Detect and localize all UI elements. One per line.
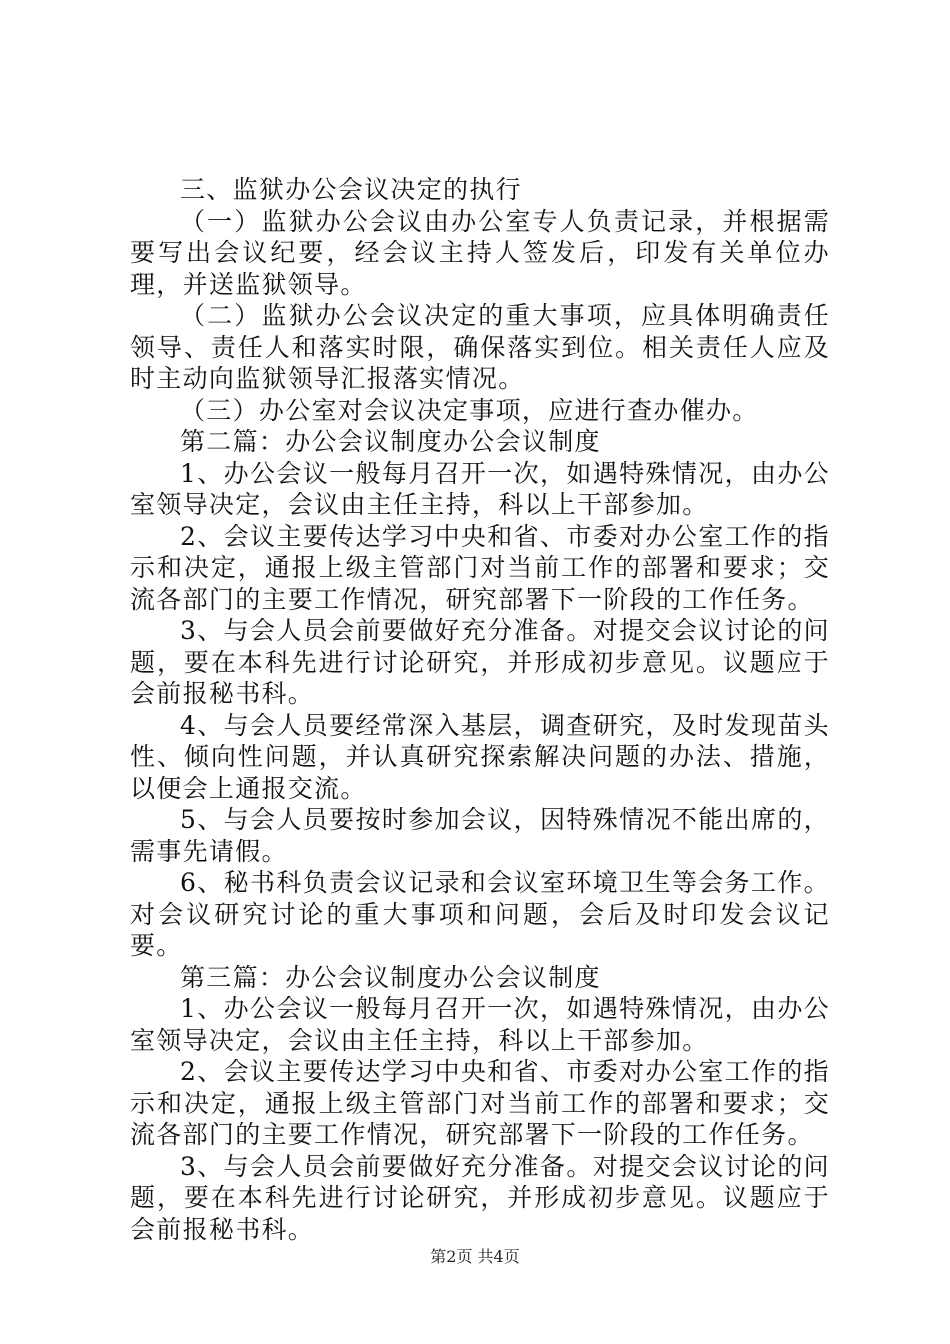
paragraph: 4、与会人员要经常深入基层，调查研究，及时发现苗头性、倾向性问题，并认真研究探索解决问题的办法、措施，以便会上通报交流。 bbox=[130, 710, 830, 803]
section-heading: 三、监狱办公会议决定的执行 bbox=[180, 175, 522, 204]
paragraph: 1、办公会议一般每月召开一次，如遇特殊情况，由办公室领导决定，会议由主任主持，科以上干部参加。 bbox=[130, 458, 830, 519]
paragraph: （一）监狱办公会议由办公室专人负责记录，并根据需要写出会议纪要，经会议主持人签发后，印发有关单位办理，并送监狱领导。 bbox=[130, 206, 830, 299]
paragraph: 1、办公会议一般每月召开一次，如遇特殊情况，由办公室领导决定，会议由主任主持，科以上干部参加。 bbox=[130, 994, 830, 1055]
paragraph: （三）办公室对会议决定事项，应进行查办催办。 bbox=[180, 395, 759, 425]
page-footer bbox=[0, 1244, 950, 1267]
paragraph: 3、与会人员会前要做好充分准备。对提交会议讨论的问题，要在本科先进行讨论研究，并形成初步意见。议题应于会前报秘书科。 bbox=[130, 1151, 830, 1244]
paragraph: 6、秘书科负责会议记录和会议室环境卫生等会务工作。对会议研究讨论的重大事项和问题，会后及时印发会议记要。 bbox=[130, 868, 830, 960]
paragraph: （二）监狱办公会议决定的重大事项，应具体明确责任领导、责任人和落实时限，确保落实到位。相关责任人应及时主动向监狱领导汇报落实情况。 bbox=[130, 301, 830, 393]
page-number-label: 第2页 共4页 bbox=[430, 1247, 520, 1266]
paragraph: 2、会议主要传达学习中央和省、市委对办公室工作的指示和决定，通报上级主管部门对当前工作的部署和要求；交流各部门的主要工作情况，研究部署下一阶段的工作任务。 bbox=[130, 521, 830, 614]
paragraph: 2、会议主要传达学习中央和省、市委对办公室工作的指示和决定，通报上级主管部门对当前工作的部署和要求；交流各部门的主要工作情况，研究部署下一阶段的工作任务。 bbox=[130, 1057, 830, 1149]
section-heading: 第三篇：办公会议制度办公会议制度 bbox=[180, 962, 601, 992]
document-body bbox=[130, 174, 830, 1245]
section-heading: 第二篇：办公会议制度办公会议制度 bbox=[180, 427, 601, 456]
paragraph: 5、与会人员要按时参加会议，因特殊情况不能出席的，需事先请假。 bbox=[130, 805, 830, 866]
paragraph: 3、与会人员会前要做好充分准备。对提交会议讨论的问题，要在本科先进行讨论研究，并形成初步意见。议题应于会前报秘书科。 bbox=[130, 616, 830, 708]
